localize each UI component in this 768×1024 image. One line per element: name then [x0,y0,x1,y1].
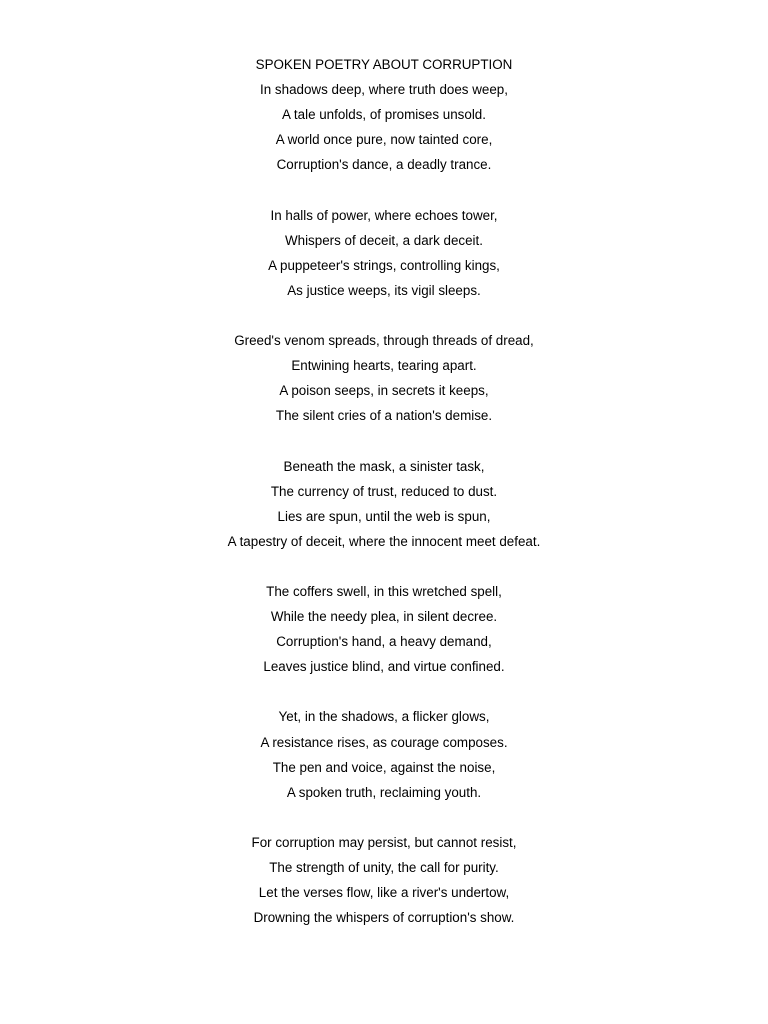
poem-line: The pen and voice, against the noise, [272,759,496,775]
poem-line: Greed's venom spreads, through threads of dread, [234,333,534,349]
poem-line: The coffers swell, in this wretched spell, [266,583,502,599]
poem-line: A spoken truth, reclaiming youth. [286,784,482,800]
poem-line: A poison seeps, in secrets it keeps, [279,383,489,399]
stanza-7 [0,830,768,930]
poem-line: Entwining hearts, tearing apart. [291,358,477,374]
stanza-3 [0,328,768,428]
stanza-1 [0,77,768,177]
poem-line: For corruption may persist, but cannot resist, [251,834,517,850]
poem-line: Yet, in the shadows, a flicker glows, [278,709,490,725]
poem-line: A tale unfolds, of promises unsold. [282,107,486,123]
stanza-2 [0,203,768,303]
stanza-5 [0,579,768,679]
poem-line: Let the verses flow, like a river's undertow, [258,885,510,901]
poem-line: A puppeteer's strings, controlling kings, [268,257,500,273]
poem-line: Lies are spun, until the web is spun, [277,508,491,524]
poem-line: As justice weeps, its vigil sleeps. [287,282,481,298]
poem-line: In halls of power, where echoes tower, [270,207,498,223]
poem-line: The currency of trust, reduced to dust. [270,483,498,499]
poem-line: The strength of unity, the call for purity. [269,860,499,875]
poem-line: A resistance rises, as courage composes. [260,734,508,750]
poem-line: While the needy plea, in silent decree. [270,609,498,625]
poem-line: The silent cries of a nation's demise. [275,408,493,424]
poem [0,52,768,955]
poem-line: Leaves justice blind, and virtue confined. [263,659,505,675]
poem-title: SPOKEN POETRY ABOUT CORRUPTION [255,57,513,72]
poem-line: Corruption's hand, a heavy demand, [276,634,492,650]
poem-line: In shadows deep, where truth does weep, [260,82,508,98]
poem-line: Corruption's dance, a deadly trance. [276,157,492,173]
stanza-6 [0,704,768,804]
poem-line: A world once pure, now tainted core, [275,132,493,148]
poem-line: Drowning the whispers of corruption's show. [253,910,515,926]
poem-line: Whispers of deceit, a dark deceit. [285,232,483,248]
poem-line: A tapestry of deceit, where the innocent meet defeat. [227,533,541,549]
stanza-4 [0,454,768,554]
poem-line: Beneath the mask, a sinister task, [283,458,485,474]
